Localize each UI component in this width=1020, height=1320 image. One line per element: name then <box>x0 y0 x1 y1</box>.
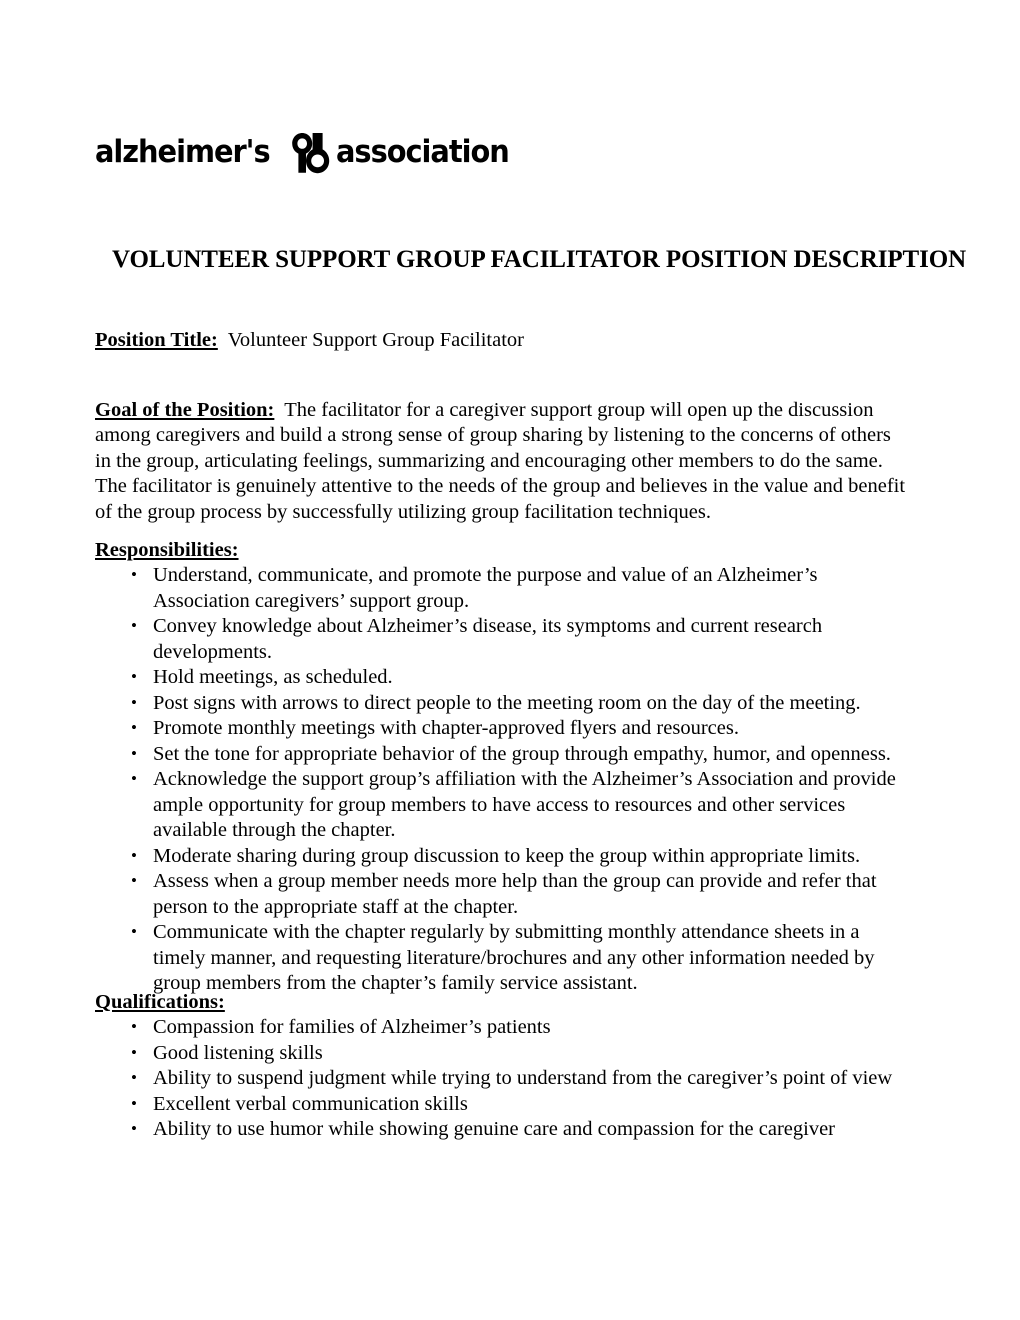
goal-label: Goal of the Position: <box>95 398 275 421</box>
list-item: • Hold meetings, as scheduled. <box>95 665 910 691</box>
list-item: • Understand, communicate, and promote the purpose and value of an Alzheimer’s Association caregivers’ support group. <box>95 563 910 614</box>
list-item: • Ability to suspend judgment while trying to understand from the caregiver’s point of view <box>95 1066 910 1092</box>
list-item: • Ability to use humor while showing genuine care and compassion for the caregiver <box>95 1117 910 1143</box>
position-title-line <box>95 328 910 354</box>
page-title: VOLUNTEER SUPPORT GROUP FACILITATOR POSITION DESCRIPTION <box>112 245 967 273</box>
logo-wordmark-left: alzheimer's <box>95 133 270 170</box>
position-title-value: Volunteer Support Group Facilitator <box>227 328 524 351</box>
list-item: • Moderate sharing during group discussion to keep the group within appropriate limits. <box>95 844 910 870</box>
list-item: • Acknowledge the support group’s affiliation with the Alzheimer’s Association and provide ample opportunity for group members to have access to resources and other services available through the chapter. <box>95 767 910 844</box>
qualifications-heading: Qualifications: <box>95 991 225 1013</box>
goal-paragraph <box>95 398 910 526</box>
position-title-label: Position Title: <box>95 328 218 351</box>
two-figures-mark-icon <box>290 131 330 175</box>
list-item: • Convey knowledge about Alzheimer’s disease, its symptoms and current research developments. <box>95 614 910 665</box>
qualifications-list <box>95 1015 910 1143</box>
alzheimers-association-logo <box>95 128 522 176</box>
list-item: • Set the tone for appropriate behavior of the group through empathy, humor, and openness. <box>95 742 910 768</box>
responsibilities-list <box>95 563 910 997</box>
responsibilities-heading: Responsibilities: <box>95 539 239 561</box>
logo-wordmark-right: association <box>335 133 509 170</box>
list-item: • Promote monthly meetings with chapter-approved flyers and resources. <box>95 716 910 742</box>
list-item: • Post signs with arrows to direct people to the meeting room on the day of the meeting. <box>95 691 910 717</box>
goal-text: The facilitator for a caregiver support group will open up the discussion among caregivers and build a strong sense of group sharing by listening to the concerns of others in the group, articulating feelings, summarizing and encouraging other members to do the same. The facilitator is genuinely attentive to the needs of the group and believes in the value and benefit of the group process by successfully utilizing group facilitation techniques. <box>95 398 906 523</box>
list-item: • Excellent verbal communication skills <box>95 1092 910 1118</box>
spacer <box>274 399 284 421</box>
list-item: • Compassion for families of Alzheimer’s patients <box>95 1015 910 1041</box>
list-item: • Communicate with the chapter regularly by submitting monthly attendance sheets in a timely manner, and requesting literature/brochures and any other information needed by group members from the chapter’s family service assistant. <box>95 920 910 997</box>
list-item: • Good listening skills <box>95 1041 910 1067</box>
spacer <box>218 329 228 351</box>
list-item: • Assess when a group member needs more help than the group can provide and refer that person to the appropriate staff at the chapter. <box>95 869 910 920</box>
